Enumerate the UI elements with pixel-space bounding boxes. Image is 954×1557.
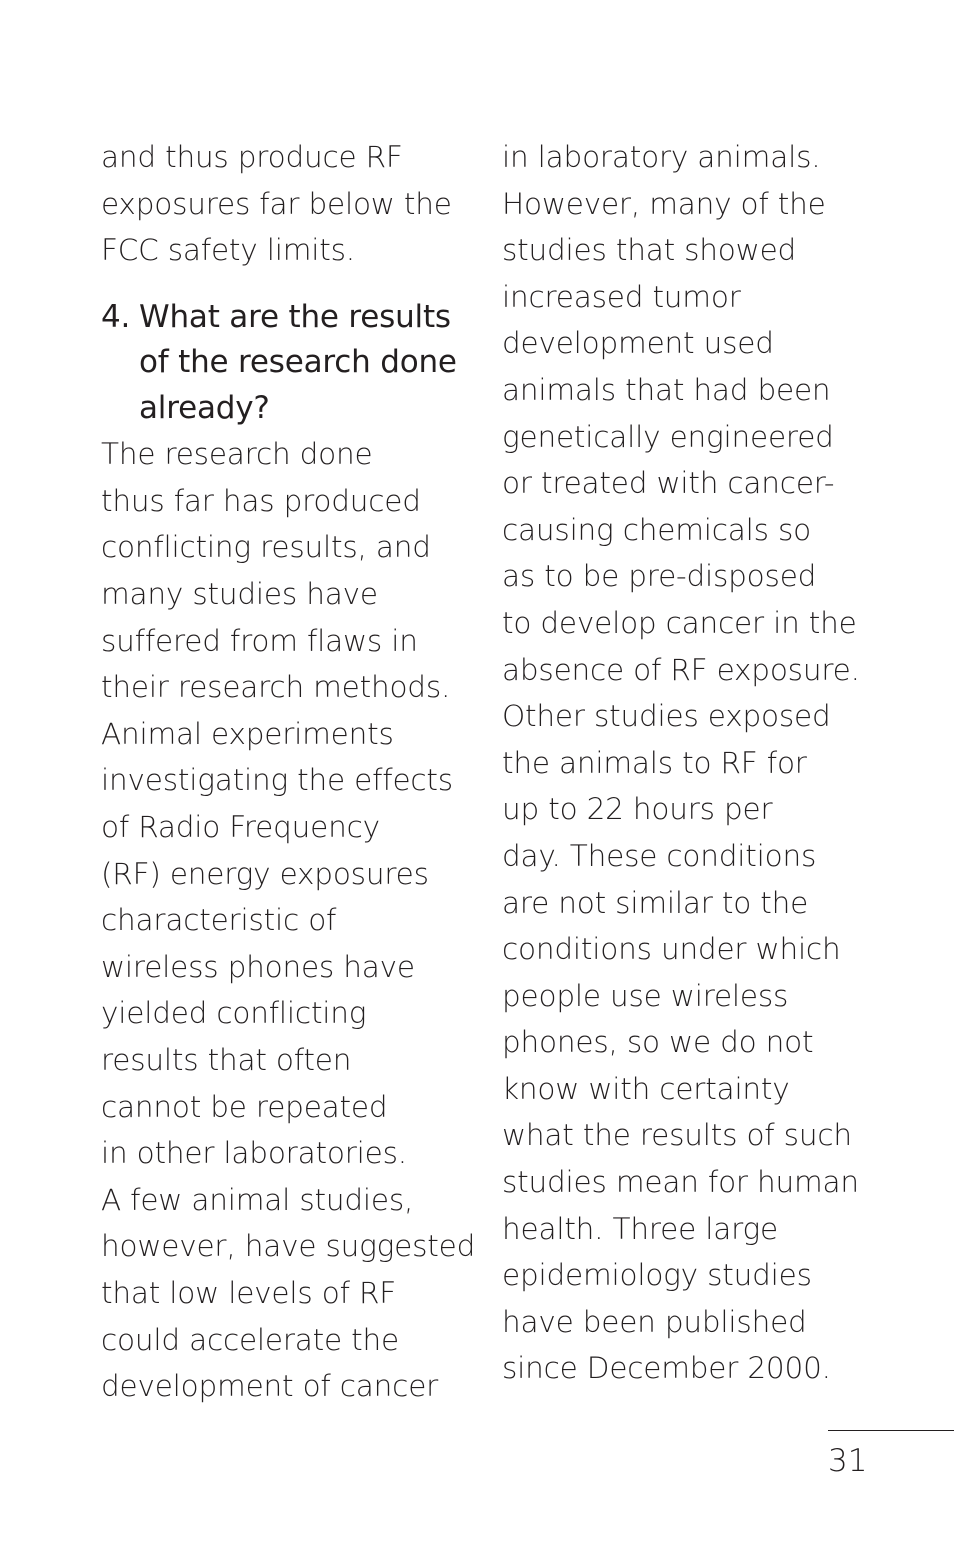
text-line: absence of RF exposure. (502, 652, 860, 687)
text-line: health. Three large (502, 1211, 778, 1246)
text-line: increased tumor (502, 279, 741, 314)
text-line: conflicting results, and (101, 530, 431, 565)
text-line: and thus produce RF (101, 140, 403, 174)
heading-line: of the research done (139, 344, 457, 381)
text-line: suffered from flaws in (101, 623, 418, 658)
text-line: many studies have (101, 577, 378, 612)
text-line: people use wireless (502, 978, 789, 1013)
text-line: epidemiology studies (502, 1258, 812, 1293)
text-line: since December 2000. (502, 1351, 831, 1386)
text-line: cannot be repeated (101, 1089, 388, 1124)
text-line: conditions under which (502, 932, 841, 967)
text-line: exposures far below the (101, 186, 452, 221)
section-number: 4. (101, 298, 131, 335)
text-line: development used (502, 326, 774, 361)
text-line: could accelerate the (101, 1322, 399, 1357)
text-line: results that often (101, 1043, 352, 1077)
text-line: However, many of the (502, 186, 826, 221)
text-line: of Radio Frequency (101, 810, 380, 845)
body-paragraph (502, 134, 882, 1392)
text-line: as to be pre-disposed (502, 559, 817, 594)
text-line: know with certainty (502, 1071, 790, 1106)
text-line: yielded conflicting (101, 996, 367, 1031)
text-line: day. These conditions (502, 838, 817, 873)
text-line: Animal experiments (101, 716, 394, 751)
text-line: in laboratory animals. (502, 140, 821, 174)
left-column (101, 134, 481, 1410)
text-line: The research done (101, 437, 373, 472)
text-line: that low levels of RF (101, 1275, 397, 1310)
text-line: studies mean for human (502, 1165, 859, 1200)
text-line: in other laboratories. (101, 1136, 407, 1171)
text-line: (RF) energy exposures (101, 856, 429, 891)
text-line: up to 22 hours per (502, 792, 773, 827)
body-paragraph (101, 431, 481, 1409)
heading-line: already? (139, 389, 270, 426)
intro-paragraph (101, 134, 481, 274)
text-line: thus far has produced (101, 483, 421, 518)
right-column (502, 134, 882, 1392)
text-line: to develop cancer in the (502, 605, 857, 640)
text-line: development of cancer (101, 1369, 439, 1404)
text-line: investigating the effects (101, 763, 453, 798)
text-line: the animals to RF for (502, 745, 807, 780)
text-line: A few animal studies, (101, 1182, 414, 1217)
text-line: FCC safety limits. (101, 233, 355, 268)
text-line: causing chemicals so (502, 512, 811, 547)
text-line: wireless phones have (101, 949, 415, 984)
text-line: however, have suggested (101, 1229, 476, 1264)
text-line: what the results of such (502, 1118, 852, 1153)
text-line: or treated with cancer- (502, 466, 835, 501)
text-line: have been published (502, 1304, 807, 1339)
text-line: animals that had been (502, 372, 831, 407)
text-line: studies that showed (502, 233, 797, 268)
heading-line: What are the results (139, 298, 451, 335)
footer-divider (828, 1430, 954, 1431)
section-heading (101, 295, 481, 432)
text-line: are not similar to the (502, 885, 809, 920)
text-line: genetically engineered (502, 419, 834, 454)
page-number: 31 (828, 1443, 868, 1479)
text-line: characteristic of (101, 903, 337, 938)
text-line: phones, so we do not (502, 1025, 814, 1060)
text-line: their research methods. (101, 670, 451, 705)
text-line: Other studies exposed (502, 699, 831, 734)
